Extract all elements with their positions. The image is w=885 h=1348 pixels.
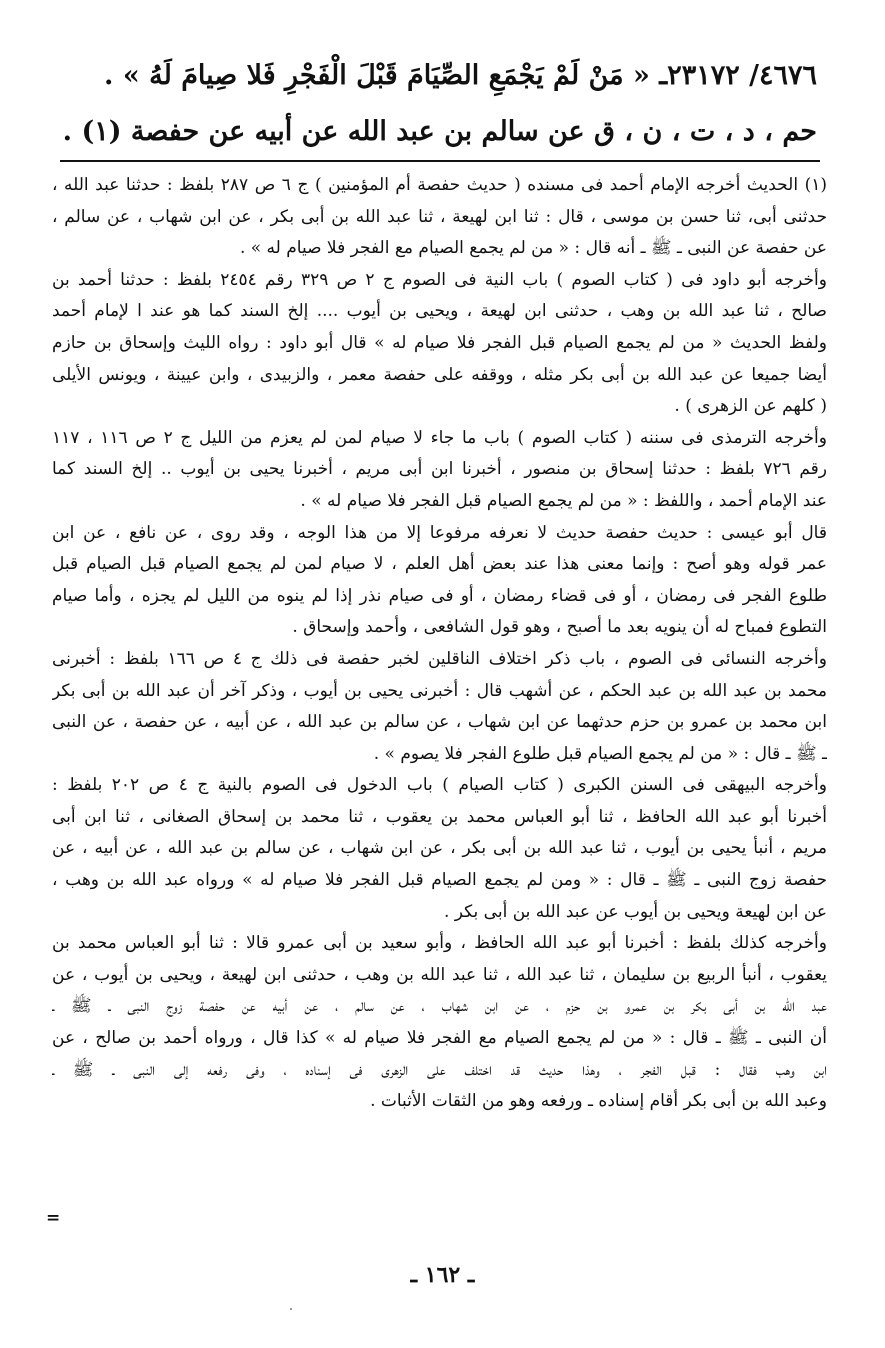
footnote-line: يعقوب ، أنبأ الربيع بن سليمان ، ثنا عبد الله ، ثنا عبد الله بن وهب ، حدثنى ابن لهيعة ، ويحيى بن أيوب ، عن — [52, 964, 827, 985]
footnote-line: وأخرجه البيهقى فى السنن الكبرى ( كتاب الصيام ) باب الدخول فى الصوم بالنية ج ٤ ص ٢٠٢ بلفظ : — [52, 775, 827, 796]
footnote-line: ( كلهم عن الزهرى ) . — [674, 396, 827, 417]
footnote-line: وأخرجه النسائى فى الصوم ، باب ذكر اختلاف الناقلين لخبر حفصة فى ذلك ج ٤ ص ١٦٦ بلفظ : أخبرنى — [52, 648, 827, 669]
footnotes — [52, 170, 827, 1118]
footnote-line: وأخرجه الترمذى فى سننه ( كتاب الصوم ) باب ما جاء لا صيام لمن لم يعزم من الليل ج ٢ ص ١١٦ ، ١١٧ — [52, 427, 827, 448]
footnote-line: قال أبو عيسى : حديث حفصة حديث لا نعرفه مرفوعا إلا من هذا الوجه ، وقد روى ، عن نافع ، عن ابن — [52, 522, 827, 543]
footnote-line: عمر قوله وهو أصح : وإنما معنى هذا عند بعض أهل العلم ، لا صيام لمن لم يجمع الصيام قبل الصيام قبل — [52, 554, 827, 575]
footnote-separator — [60, 160, 820, 162]
footnote-line: مريم ، أنبأ يحيى بن أيوب ، ثنا عبد الله بن أبى بكر ، عن ابن شهاب ، عن سالم بن عبد الله ، عن أبيه ، عن — [52, 838, 827, 859]
footnote-line: (١) الحديث أخرجه الإمام أحمد فى مسنده ( حديث حفصة أم المؤمنين ) ج ٦ ص ٢٨٧ بلفظ : حدثنا عبد الله ، — [52, 175, 827, 195]
footnote-line: التطوع فمباح له أن ينويه بعد ما أصبح ، وهو قول الشافعى ، وأحمد وإسحاق . — [292, 617, 827, 638]
footnote-line: حفصة زوج النبى ـ ﷺ ـ قال : « ومن لم يجمع الصيام قبل الفجر فلا صيام له » ورواه عبد الله بن وهب ، — [52, 870, 827, 891]
footnote-line: وأخرجه كذلك بلفظ : أخبرنا أبو عبد الله الحافظ ، وأبو سعيد بن أبى عمرو قالا : ثنا أبو العباس محمد بن — [52, 933, 827, 954]
footnote-line: أخبرنا أبو عبد الله الحافظ ، ثنا أبو العباس محمد بن يعقوب ، ثنا محمد بن إسحاق الصغانى ، ثنا ابن أبى — [52, 806, 827, 827]
footnote-line: أيضا جميعا عن عبد الله بن أبى بكر مثله ، ووقفه على حفصة معمر ، والزبيدى ، وابن عيينة ، ويونس الأيلى — [52, 364, 827, 385]
hadith-text: ٤٦٧٦/ ٢٣١٧٢ـ « مَنْ لَمْ يَجْمَعِ الصِّيَامَ قَبْلَ الْفَجْرِ فَلا صِيامَ لَهُ » . — [104, 60, 817, 91]
continuation-mark: = — [46, 1208, 61, 1228]
footnote-line: عند الإمام أحمد ، واللفظ : « من لم يجمع الصيام قبل الفجر فلا صيام له » . — [300, 490, 827, 511]
footnote-line: عن حفصة عن النبى ـ ﷺ ـ أنه قال : « من لم يجمع الصيام مع الفجر فلا صيام له » . — [239, 238, 827, 259]
footnote-line: رقم ٧٢٦ بلفظ : حدثنا إسحاق بن منصور ، أخبرنا ابن أبى مريم ، أخبرنا يحيى بن أيوب .. إلخ السند كما — [52, 459, 827, 480]
footnote-line: حدثنى أبى، ثنا حسن بن موسى ، قال : ثنا ابن لهيعة ، ثنا عبد الله بن أبى بكر ، عن ابن شهاب ، عن سالم ، — [52, 206, 827, 227]
footnote-paragraph — [52, 170, 827, 265]
footnote-paragraph — [52, 770, 827, 928]
footnote-line: عن ابن لهيعة ويحيى بن أيوب عن عبد الله بن أبى بكر . — [443, 901, 827, 922]
hadith-sources: حم ، د ، ت ، ن ، ق عن سالم بن عبد الله عن أبيه عن حفصة (١) . — [62, 116, 817, 147]
footnote-paragraph — [52, 928, 827, 1118]
footnote-line: أن النبى ـ ﷺ ـ قال : « من لم يجمع الصيام مع الفجر فلا صيام له » كذا قال ، ورواه أحمد بن صالح ، عن — [52, 1028, 827, 1049]
footnote-line: طلوع الفجر فى رمضان ، أو فى قضاء رمضان ، أو فى صيام نذر إذا لم ينوه من الليل لم يجزه ، وأما صيام — [52, 585, 827, 606]
print-speck — [290, 1308, 292, 1310]
footnote-paragraph — [52, 518, 827, 644]
page-number: ـ ١٦٢ ـ — [410, 1262, 475, 1288]
footnote-line: ابن محمد بن عمرو بن حزم حدثهما عن ابن شهاب ، عن سالم بن عبد الله ، عن أبيه ، عن حفصة ، عن النبى — [52, 712, 827, 733]
footnote-line: صالح ، ثنا عبد الله بن وهب ، حدثنى ابن لهيعة ، ويحيى بن أيوب .... إلخ السند كما هو عند ا لإمام أحمد — [52, 301, 827, 322]
footnote-paragraph — [52, 423, 827, 518]
footnote-line: ـ ﷺ ـ قال : « من لم يجمع الصيام قبل طلوع الفجر فلا يصوم » . — [373, 743, 827, 764]
footnote-line: محمد بن عبد الله بن عبد الحكم ، عن أشهب قال : أخبرنى يحيى بن أيوب ، وذكر آخر أن عبد الله بن أبى بكر — [52, 680, 827, 701]
footnote-line: ولفظ الحديث « من لم يجمع الصيام قبل الفجر فلا صيام له » قال أبو داود : رواه الليث وإسحاق بن حازم — [52, 332, 827, 353]
footnote-line: وأخرجه أبو داود فى ( كتاب الصوم ) باب النية فى الصوم ج ٢ ص ٣٢٩ رقم ٢٤٥٤ بلفظ : حدثنا أحمد بن — [52, 269, 827, 290]
footnote-paragraph — [52, 265, 827, 423]
footnote-line: عبد الله بن أبى بكر بن عمرو بن حزم ، عن ابن شهاب ، عن سالم ، عن أبيه عن حفصة زوج النبى ـ ﷺ ـ — [52, 996, 827, 1017]
footnote-line: وعبد الله بن أبى بكر أقام إسناده ـ ورفعه وهو من الثقات الأثبات . — [370, 1091, 827, 1112]
footnote-line: ابن وهب فقال : قبل الفجر ، وهذا حديث قد اختلف على الزهرى فى إسناده ، وفى رفعه إلى النبى ـ ﷺ ـ — [52, 1059, 827, 1080]
footnote-paragraph — [52, 644, 827, 770]
hadith-entry — [60, 48, 817, 160]
